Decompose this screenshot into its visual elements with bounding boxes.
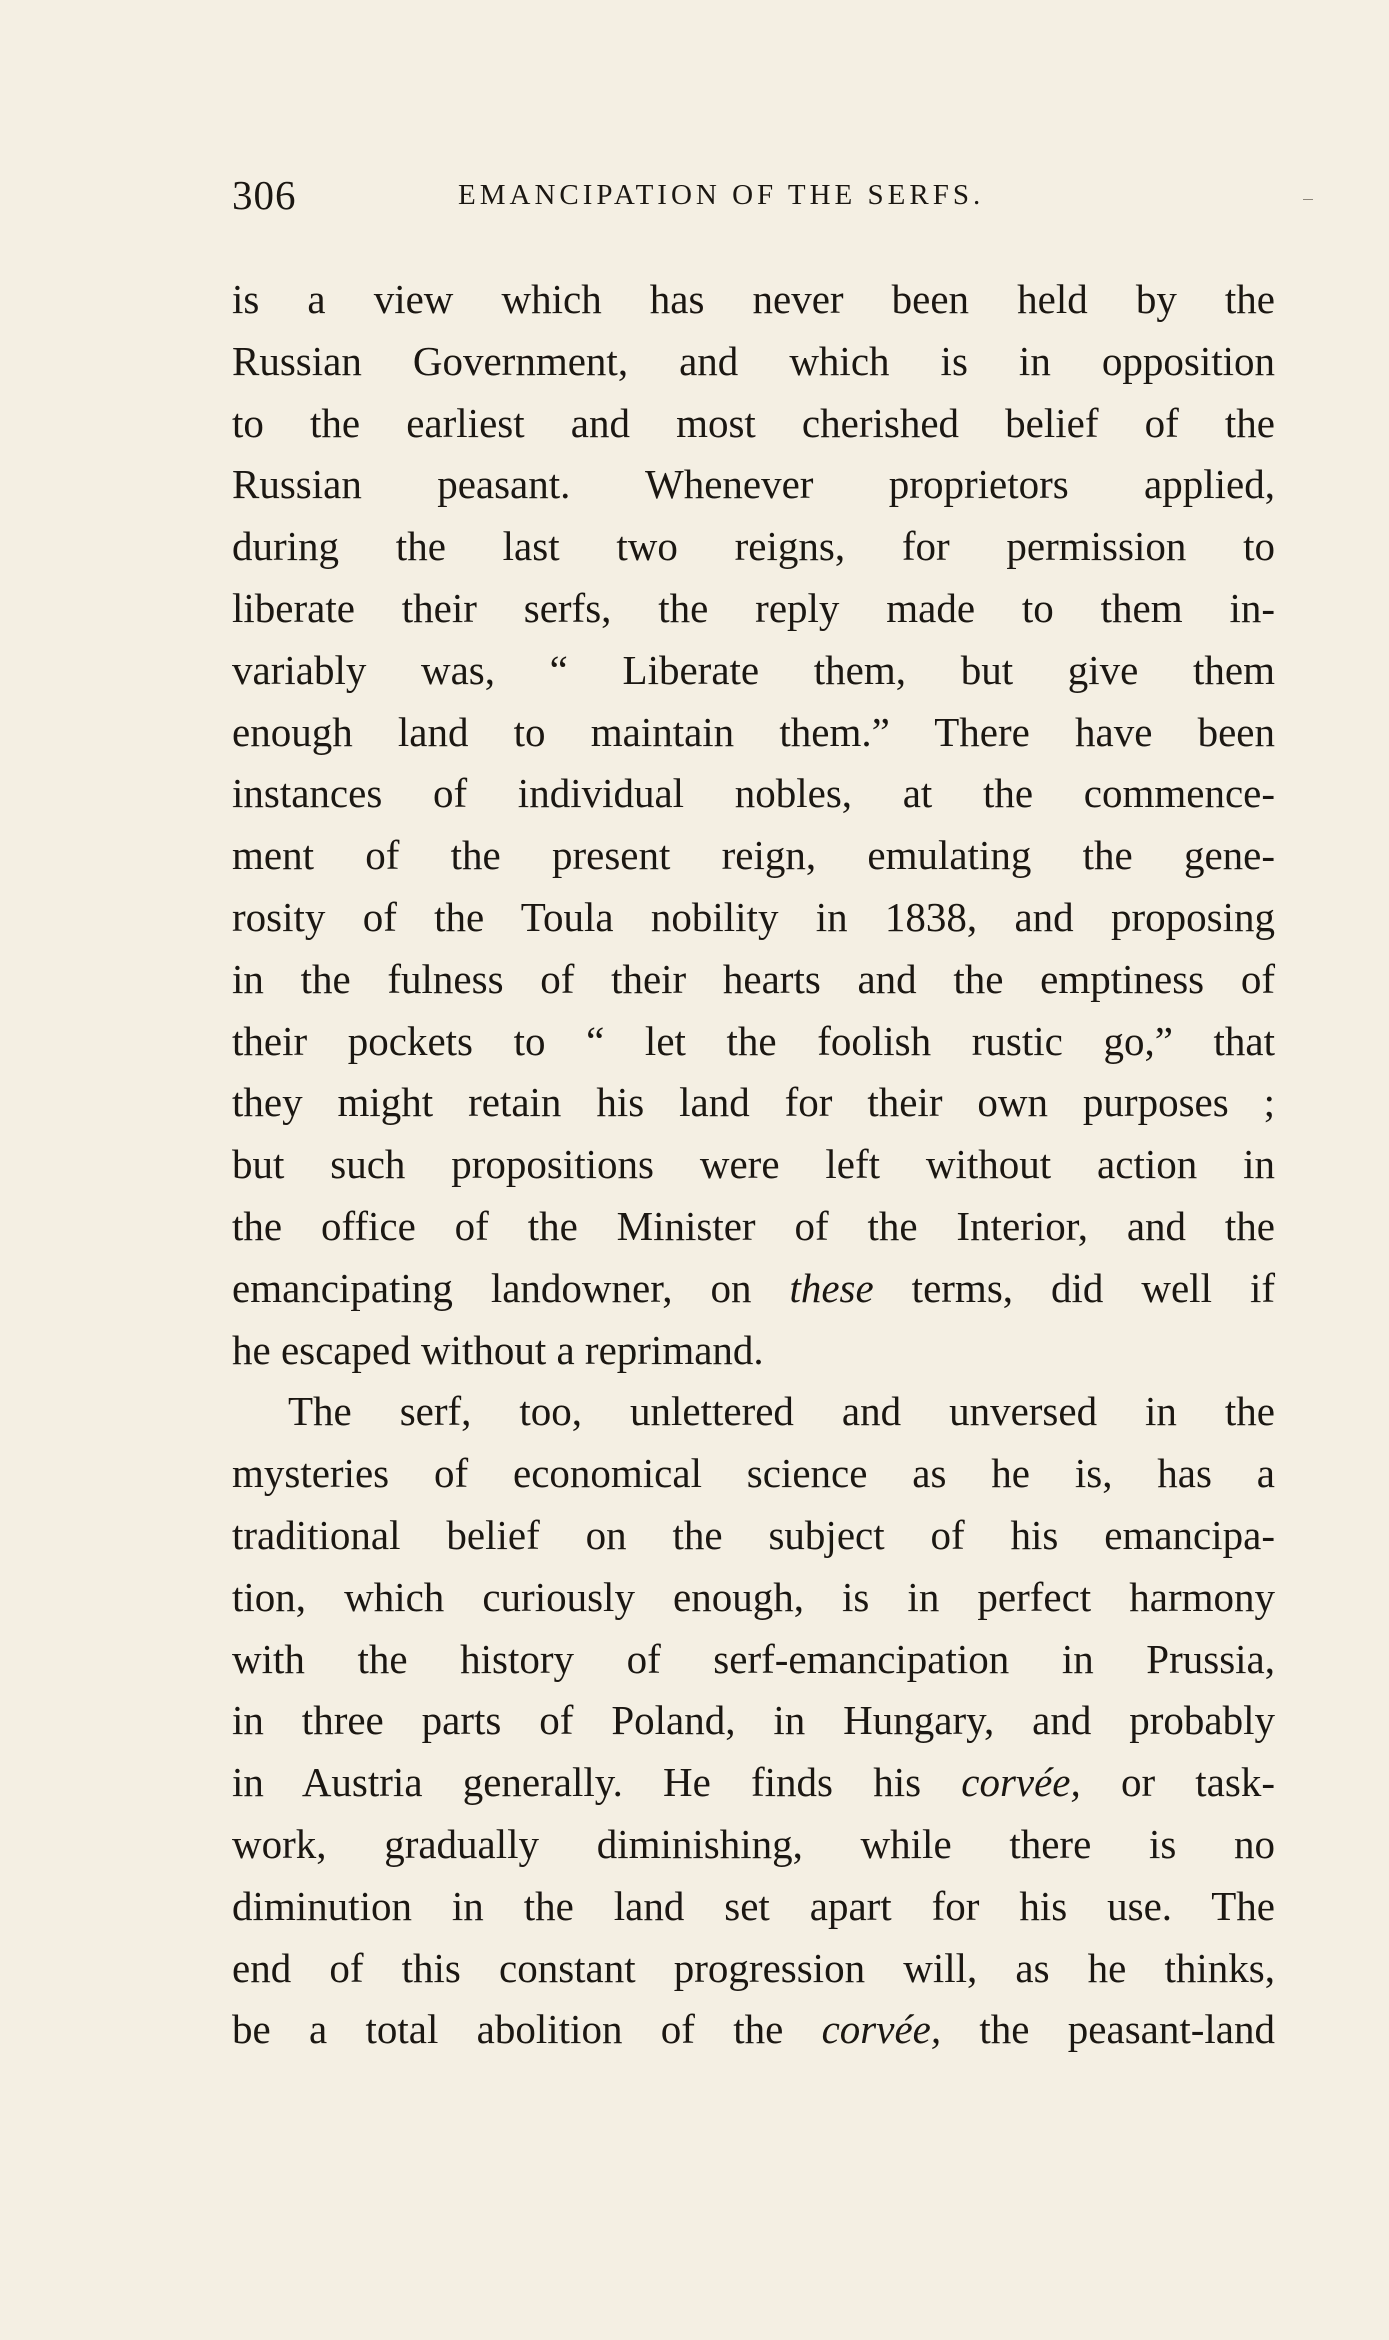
italic-word: corvée,	[821, 2006, 942, 2053]
text-line: Russian Government, and which is in opposition	[232, 337, 1275, 384]
text-line: instances of individual nobles, at the commence-	[232, 770, 1275, 817]
text-line: liberate their serfs, the reply made to them in-	[232, 584, 1275, 631]
text-line: is a view which has never been held by the	[232, 276, 1275, 322]
text-run: terms, did well if	[873, 1264, 1275, 1311]
margin-mark	[1303, 199, 1313, 200]
text-run: be a total abolition of the	[232, 2006, 822, 2053]
text-line: in three parts of Poland, in Hungary, and probably	[232, 1697, 1275, 1744]
body-text	[232, 269, 1275, 2061]
text-line: with the history of serf-emancipation in Prussia,	[232, 1635, 1275, 1682]
text-line: the office of the Minister of the Interior, and the	[232, 1202, 1275, 1249]
text-line: Russian peasant. Whenever proprietors applied,	[232, 461, 1275, 508]
text-line: work, gradually diminishing, while there is no	[232, 1820, 1275, 1867]
text-run: in Austria generally. He finds his	[232, 1759, 962, 1806]
text-line: enough land to maintain them.” There have been	[232, 708, 1275, 755]
page-number: 306	[232, 172, 297, 218]
italic-word: these	[789, 1264, 874, 1311]
text-line: during the last two reigns, for permission to	[232, 523, 1275, 570]
text-line: end of this constant progression will, as he thinks,	[232, 1944, 1275, 1991]
text-run: the peasant-land	[941, 2006, 1275, 2053]
text-line: their pockets to “ let the foolish rustic go,” that	[232, 1017, 1275, 1064]
running-head	[232, 171, 1272, 231]
paragraph-first-line: The serf, too, unlettered and unversed in the	[288, 1388, 1275, 1435]
text-run: or task-	[1080, 1759, 1275, 1806]
text-run: emancipating landowner, on	[232, 1264, 790, 1311]
text-line: in the fulness of their hearts and the emptiness of	[232, 955, 1275, 1002]
text-line: variably was, “ Liberate them, but give them	[232, 646, 1275, 693]
text-line: diminution in the land set apart for his use. The	[232, 1882, 1275, 1929]
paragraph-last-line: he escaped without a reprimand.	[232, 1326, 764, 1373]
text-line-with-italic	[232, 1999, 1275, 2061]
text-line-with-italic	[232, 1752, 1275, 1814]
italic-word: corvée,	[961, 1759, 1081, 1806]
text-line: mysteries of economical science as he is, has a	[232, 1450, 1275, 1497]
text-line: ment of the present reign, emulating the gene-	[232, 832, 1275, 879]
text-line: but such propositions were left without action in	[232, 1141, 1275, 1188]
text-line: rosity of the Toula nobility in 1838, and proposing	[232, 893, 1275, 940]
text-line: tion, which curiously enough, is in perfect harmony	[232, 1573, 1275, 1620]
text-line-with-italic	[232, 1258, 1275, 1320]
text-line: they might retain his land for their own purposes ;	[232, 1079, 1275, 1126]
text-line: traditional belief on the subject of his emancipa-	[232, 1511, 1275, 1558]
running-head-title: EMANCIPATION OF THE SERFS.	[458, 179, 985, 211]
text-line: to the earliest and most cherished belief of the	[232, 399, 1275, 446]
